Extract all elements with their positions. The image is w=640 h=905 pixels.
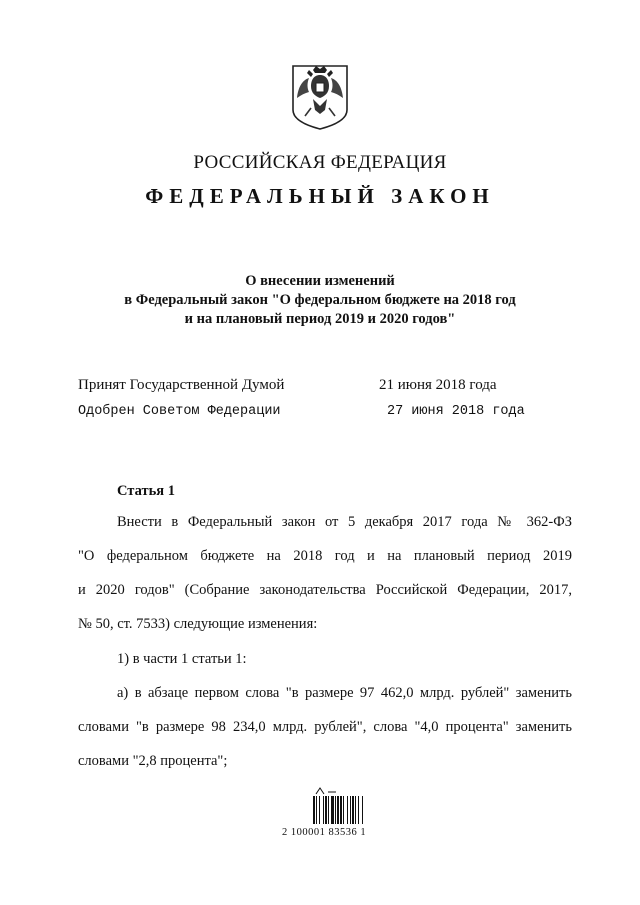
article-text-line: и 2020 годов" (Собрание законодательства Российской Федерации, 2017, <box>78 582 572 598</box>
state-emblem-icon <box>289 62 351 132</box>
council-approval-label: Одобрен Советом Федерации <box>78 404 281 419</box>
law-title-line: О внесении изменений <box>245 273 395 289</box>
article-heading: Статья 1 <box>117 483 175 499</box>
barcode-icon <box>312 786 376 826</box>
law-title-line: в Федеральный закон "О федеральном бюджете на 2018 год <box>124 292 516 308</box>
duma-adoption-date: 21 июня 2018 года <box>379 377 497 393</box>
article-text-line: № 50, ст. 7533) следующие изменения: <box>78 616 318 632</box>
council-approval-date: 27 июня 2018 года <box>387 404 525 419</box>
article-text-line: Внести в Федеральный закон от 5 декабря 2017 года № 362-ФЗ <box>117 514 572 530</box>
barcode-number: 2 100001 83536 1 <box>282 827 367 838</box>
law-title <box>0 272 640 329</box>
article-text-line: а) в абзаце первом слова "в размере 97 462,0 млрд. рублей" заменить <box>117 685 572 701</box>
duma-adoption-label: Принят Государственной Думой <box>78 377 285 393</box>
document-type: ФЕДЕРАЛЬНЫЙ ЗАКОН <box>145 184 495 208</box>
article-text-line: 1) в части 1 статьи 1: <box>117 651 247 667</box>
article-text-line: словами "2,8 процента"; <box>78 753 228 769</box>
article-text-line: "О федеральном бюджете на 2018 год и на плановый период 2019 <box>78 548 572 564</box>
country-name: РОССИЙСКАЯ ФЕДЕРАЦИЯ <box>193 152 447 173</box>
law-title-line: и на плановый период 2019 и 2020 годов" <box>184 311 456 327</box>
article-text-line: словами "в размере 98 234,0 млрд. рублей", слова "4,0 процента" заменить <box>78 719 572 735</box>
